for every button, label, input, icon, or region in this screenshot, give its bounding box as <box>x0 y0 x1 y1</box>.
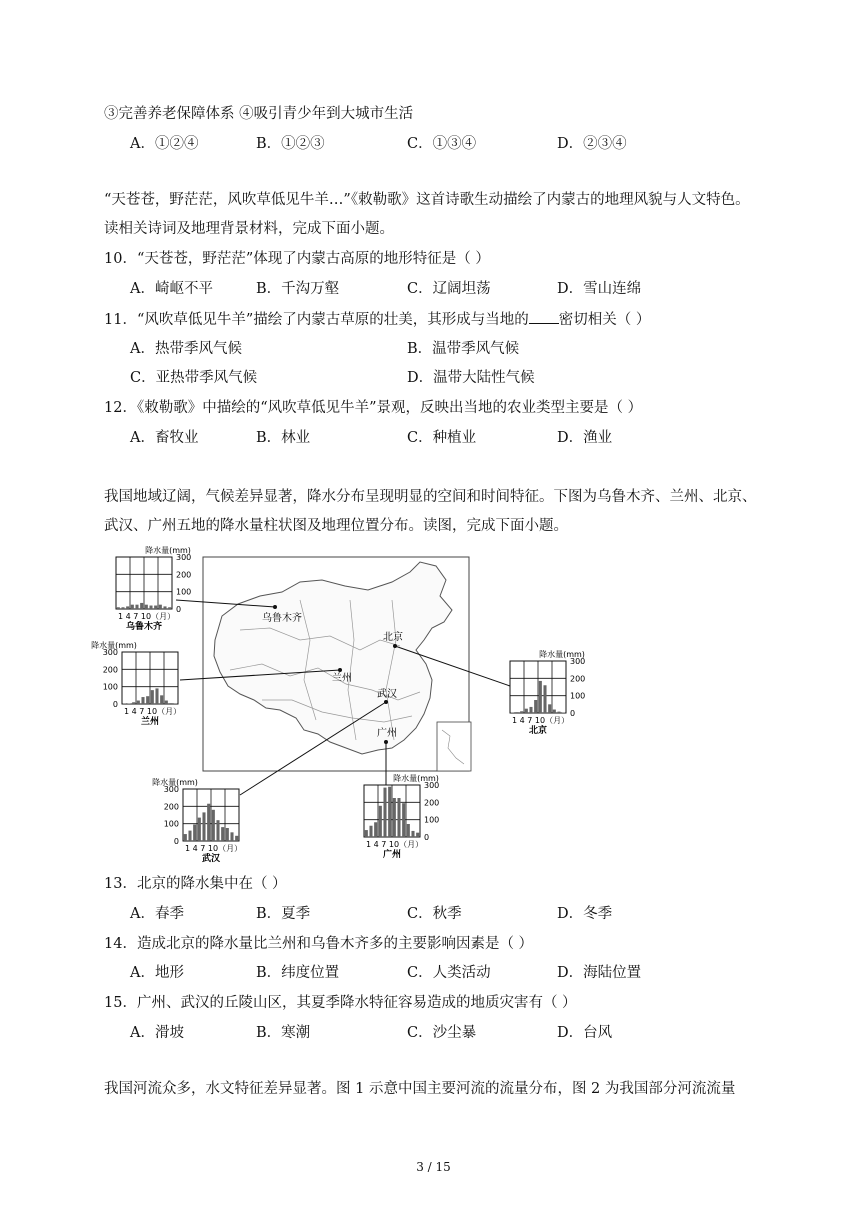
question-12-stem: 12．《敕勒歌》中描绘的“风吹草低见牛羊”景观，反映出当地的农业类型主要是（ ） <box>104 400 643 416</box>
urumqi-bar-7 <box>145 605 148 609</box>
material-intro-2: 我国地域辽阔，气候差异显著，降水分布呈现明显的空间和时间特征。下图为乌鲁木齐、兰州、北京、武汉、广州五地的降水量柱状图及地理位置分布。读图，完成下面小题。 <box>104 489 757 534</box>
wuhan-bar-7 <box>212 810 215 841</box>
beijing-bar-2 <box>515 712 518 713</box>
guangzhou-bar-12 <box>416 833 419 837</box>
wuhan-bar-8 <box>216 820 219 841</box>
guangzhou-bar-3 <box>374 822 377 837</box>
lanzhou-bar-10 <box>165 701 168 704</box>
wuhan-bar-1 <box>184 834 187 841</box>
beijing-bar-10 <box>553 710 556 713</box>
beijing-ytick-100: 100 <box>570 691 586 701</box>
urumqi-ytick-300: 300 <box>176 553 192 562</box>
urumqi-bar-6 <box>140 603 143 609</box>
urumqi-ylabel: 降水量(mm) <box>145 546 191 555</box>
q11-option-a: A．热带季风气候 <box>130 341 242 357</box>
wuhan-bar-12 <box>235 836 238 841</box>
option-c: C．①③④ <box>407 136 477 152</box>
guangzhou-ytick-100: 100 <box>424 815 440 825</box>
lanzhou-bar-3 <box>132 702 135 704</box>
beijing-bar-3 <box>520 711 523 713</box>
material-intro-1: “天苍苍，野茫茫，风吹草低见牛羊…”《敕勒歌》这首诗歌生动描绘了内蒙古的地理风貌与人文特色。读相关诗词及地理背景材料，完成下面小题。 <box>104 192 750 237</box>
beijing-ytick-300: 300 <box>570 657 586 666</box>
beijing-bar-9 <box>548 704 551 713</box>
guangzhou-bar-5 <box>383 788 386 837</box>
question-line: ③完善养老保障体系 ④吸引青少年到大城市生活 <box>104 106 414 122</box>
guangzhou-bar-6 <box>388 787 391 837</box>
guangzhou-bar-7 <box>393 798 396 837</box>
beijing-bar-6 <box>534 700 537 713</box>
beijing-bar-12 <box>562 712 565 713</box>
beijing-bar-7 <box>539 681 542 713</box>
lanzhou-bar-9 <box>160 695 163 704</box>
beijing-xticks: 1 4 7 10（月） <box>512 716 570 725</box>
wuhan-bar-5 <box>202 812 205 841</box>
guangzhou-bar-10 <box>407 824 410 837</box>
urumqi-bar-3 <box>126 606 129 609</box>
q10-option-b: B．千沟万壑 <box>256 281 340 297</box>
lanzhou-bar-11 <box>169 703 172 704</box>
lanzhou-bar-4 <box>137 701 140 704</box>
urumqi-bar-10 <box>159 605 162 609</box>
q10-option-c: C．辽阔坦荡 <box>407 281 491 297</box>
wuhan-chart-title: 武汉 <box>201 854 221 864</box>
beijing-ytick-0: 0 <box>570 709 576 718</box>
urumqi-ytick-100: 100 <box>176 587 192 597</box>
q12-option-c: C．种植业 <box>407 430 477 446</box>
lanzhou-ytick-100: 100 <box>102 682 118 692</box>
urumqi-bar-8 <box>149 606 152 609</box>
wuhan-xticks: 1 4 7 10（月） <box>185 844 243 853</box>
q10-option-d: D．雪山连绵 <box>557 281 642 297</box>
lanzhou-ylabel: 降水量(mm) <box>91 641 137 650</box>
question-11-stem: 11．“风吹草低见牛羊”描绘了内蒙古草原的壮美，其形成与当地的 密切相关（ ） <box>104 309 650 330</box>
guangzhou-ytick-200: 200 <box>424 798 440 808</box>
urumqi-bar-11 <box>163 606 166 609</box>
urumqi-bar-2 <box>121 607 124 609</box>
lanzhou-xticks: 1 4 7 10（月） <box>124 707 182 716</box>
guangzhou-bar-8 <box>397 798 400 837</box>
lanzhou-bar-5 <box>141 697 144 704</box>
lanzhou-bar-8 <box>155 688 158 704</box>
q15-option-d: D．台风 <box>557 1025 613 1041</box>
lanzhou-chart-title: 兰州 <box>140 717 160 727</box>
wuhan-ytick-300: 300 <box>163 785 179 794</box>
map-label-guangzhou: 广州 <box>377 728 397 739</box>
q14-option-c: C．人类活动 <box>407 965 491 981</box>
q13-option-b: B．夏季 <box>256 906 311 922</box>
wuhan-ytick-0: 0 <box>173 837 179 846</box>
q13-option-c: C．秋季 <box>407 906 462 922</box>
beijing-ytick-200: 200 <box>570 674 586 684</box>
q12-option-d: D．渔业 <box>557 430 613 446</box>
guangzhou-bar-2 <box>369 826 372 837</box>
wuhan-bar-6 <box>207 804 210 841</box>
q11-option-b: B．温带季风气候 <box>407 341 520 357</box>
wuhan-bar-3 <box>193 825 196 841</box>
beijing-ylabel: 降水量(mm) <box>539 650 585 659</box>
wuhan-bar-4 <box>198 818 201 841</box>
urumqi-bar-5 <box>135 605 138 609</box>
guangzhou-ylabel: 降水量(mm) <box>393 774 439 783</box>
urumqi-ytick-0: 0 <box>176 605 182 614</box>
q14-option-b: B．纬度位置 <box>256 965 340 981</box>
map-label-wuhan: 武汉 <box>377 689 397 700</box>
question-10-stem: 10．“天苍苍，野茫茫”体现了内蒙古高原的地形特征是（ ） <box>104 251 490 267</box>
urumqi-bar-4 <box>131 605 134 609</box>
guangzhou-ytick-300: 300 <box>424 781 440 790</box>
guangzhou-bar-1 <box>365 830 368 837</box>
q12-option-a: A．畜牧业 <box>130 430 199 446</box>
page-number: 3 / 15 <box>416 1160 451 1174</box>
urumqi-chart-title: 乌鲁木齐 <box>125 622 163 632</box>
beijing-bar-5 <box>529 707 532 713</box>
wuhan-bar-10 <box>226 828 229 841</box>
map-label-lanzhou: 兰州 <box>332 673 352 684</box>
option-b: B．①②③ <box>256 136 325 152</box>
q15-option-c: C．沙尘暴 <box>407 1025 477 1041</box>
beijing-bar-4 <box>525 709 528 713</box>
guangzhou-ytick-0: 0 <box>424 833 430 842</box>
q10-option-a: A．崎岖不平 <box>130 281 213 297</box>
lanzhou-ytick-300: 300 <box>102 648 118 657</box>
wuhan-ytick-200: 200 <box>163 802 179 812</box>
question-15-stem: 15．广州、武汉的丘陵山区，其夏季降水特征容易造成的地质灾害有（ ） <box>104 995 577 1011</box>
lanzhou-ytick-200: 200 <box>102 665 118 675</box>
wuhan-bar-11 <box>230 832 233 841</box>
guangzhou-chart-title: 广州 <box>382 850 402 860</box>
q13-option-d: D．冬季 <box>557 906 613 922</box>
urumqi-bar-1 <box>117 607 120 609</box>
q15-option-a: A．滑坡 <box>130 1025 184 1041</box>
q13-option-a: A．春季 <box>130 906 184 922</box>
wuhan-ylabel: 降水量(mm) <box>152 778 198 787</box>
map-label-urumqi: 乌鲁木齐 <box>262 613 302 624</box>
lanzhou-bar-7 <box>151 690 154 704</box>
guangzhou-bar-9 <box>402 803 405 837</box>
urumqi-ytick-200: 200 <box>176 570 192 580</box>
option-d: D．②③④ <box>557 136 627 152</box>
urumqi-xticks: 1 4 7 10（月） <box>118 612 176 621</box>
q14-option-d: D．海陆位置 <box>557 965 642 981</box>
wuhan-bar-9 <box>221 827 224 841</box>
option-a: A．①②④ <box>130 136 199 152</box>
guangzhou-bar-11 <box>411 831 414 837</box>
q11-option-d: D．温带大陆性气候 <box>407 370 535 386</box>
lanzhou-bar-2 <box>127 703 130 704</box>
question-13-stem: 13．北京的降水集中在（ ） <box>104 876 287 892</box>
question-14-stem: 14．造成北京的降水量比兰州和乌鲁木齐多的主要影响因素是（ ） <box>104 936 534 952</box>
beijing-bar-11 <box>557 712 560 713</box>
beijing-bar-8 <box>543 685 546 713</box>
wuhan-bar-2 <box>188 831 191 841</box>
guangzhou-xticks: 1 4 7 10（月） <box>366 840 424 849</box>
lanzhou-bar-6 <box>146 696 149 704</box>
material-intro-3: 我国河流众多，水文特征差异显著。图 1 示意中国主要河流的流量分布，图 2 为我国部分河流流量 <box>104 1081 736 1097</box>
urumqi-bar-9 <box>154 606 157 609</box>
q14-option-a: A．地形 <box>130 965 184 981</box>
wuhan-ytick-100: 100 <box>163 819 179 829</box>
q15-option-b: B．寒潮 <box>256 1025 311 1041</box>
q12-option-b: B．林业 <box>256 430 311 446</box>
lanzhou-ytick-0: 0 <box>112 700 118 709</box>
map-label-beijing: 北京 <box>383 632 403 643</box>
south-china-sea-inset <box>437 722 471 771</box>
urumqi-bar-12 <box>168 607 171 609</box>
guangzhou-bar-4 <box>379 806 382 837</box>
beijing-bar-1 <box>511 712 514 713</box>
beijing-chart-title: 北京 <box>528 726 548 736</box>
q11-option-c: C．亚热带季风气候 <box>130 370 258 386</box>
